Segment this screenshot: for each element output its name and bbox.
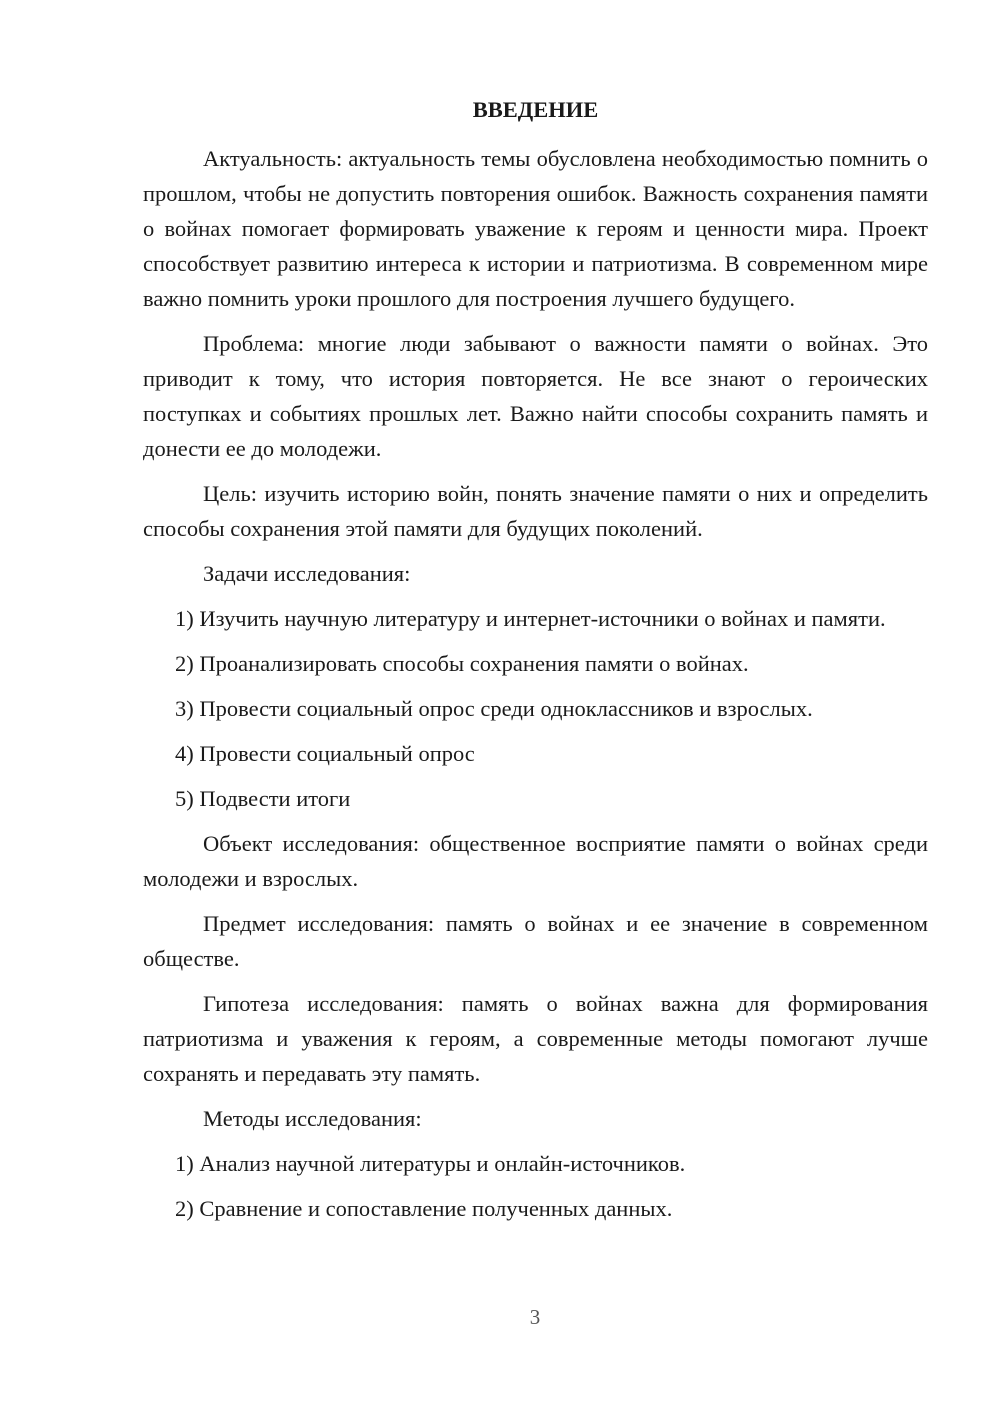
problem-paragraph: Проблема: многие люди забывают о важности памяти о войнах. Это приводит к тому, что история повторяется. Не все знают о героических поступках и событиях прошлых лет. Важно найти способы сохранить память и донести ее до молодежи. — [143, 331, 928, 461]
page-number: 3 — [529, 1305, 541, 1329]
task-item-4: 4) Провести социальный опрос — [175, 741, 475, 766]
methods-heading: Методы исследования: — [203, 1106, 422, 1131]
page-content — [143, 92, 928, 1236]
task-item-3: 3) Провести социальный опрос среди одноклассников и взрослых. — [175, 696, 813, 721]
hypothesis-paragraph: Гипотеза исследования: память о войнах важна для формирования патриотизма и уважения к героям, а современные методы помогают лучше сохранять и передавать эту память. — [143, 991, 928, 1086]
object-paragraph: Объект исследования: общественное восприятие памяти о войнах среди молодежи и взрослых. — [143, 831, 928, 891]
task-item-2: 2) Проанализировать способы сохранения памяти о войнах. — [175, 651, 749, 676]
method-item-1: 1) Анализ научной литературы и онлайн-источников. — [175, 1151, 686, 1176]
task-item-5: 5) Подвести итоги — [175, 786, 351, 811]
tasks-heading: Задачи исследования: — [203, 561, 411, 586]
relevance-paragraph: Актуальность: актуальность темы обусловлена необходимостью помнить о прошлом, чтобы не допустить повторения ошибок. Важность сохранения памяти о войнах помогает формировать уважение к героям и ценности мира. Проект способствует развитию интереса к истории и патриотизма. В современном мире важно помнить уроки прошлого для построения лучшего будущего. — [143, 146, 928, 311]
task-item-1: 1) Изучить научную литературу и интернет-источники о войнах и памяти. — [175, 606, 886, 631]
page-title: ВВЕДЕНИЕ — [472, 97, 599, 122]
goal-paragraph: Цель: изучить историю войн, понять значение памяти о них и определить способы сохранения этой памяти для будущих поколений. — [143, 481, 928, 541]
subject-paragraph: Предмет исследования: память о войнах и ее значение в современном обществе. — [143, 911, 928, 971]
method-item-2: 2) Сравнение и сопоставление полученных данных. — [175, 1196, 673, 1221]
